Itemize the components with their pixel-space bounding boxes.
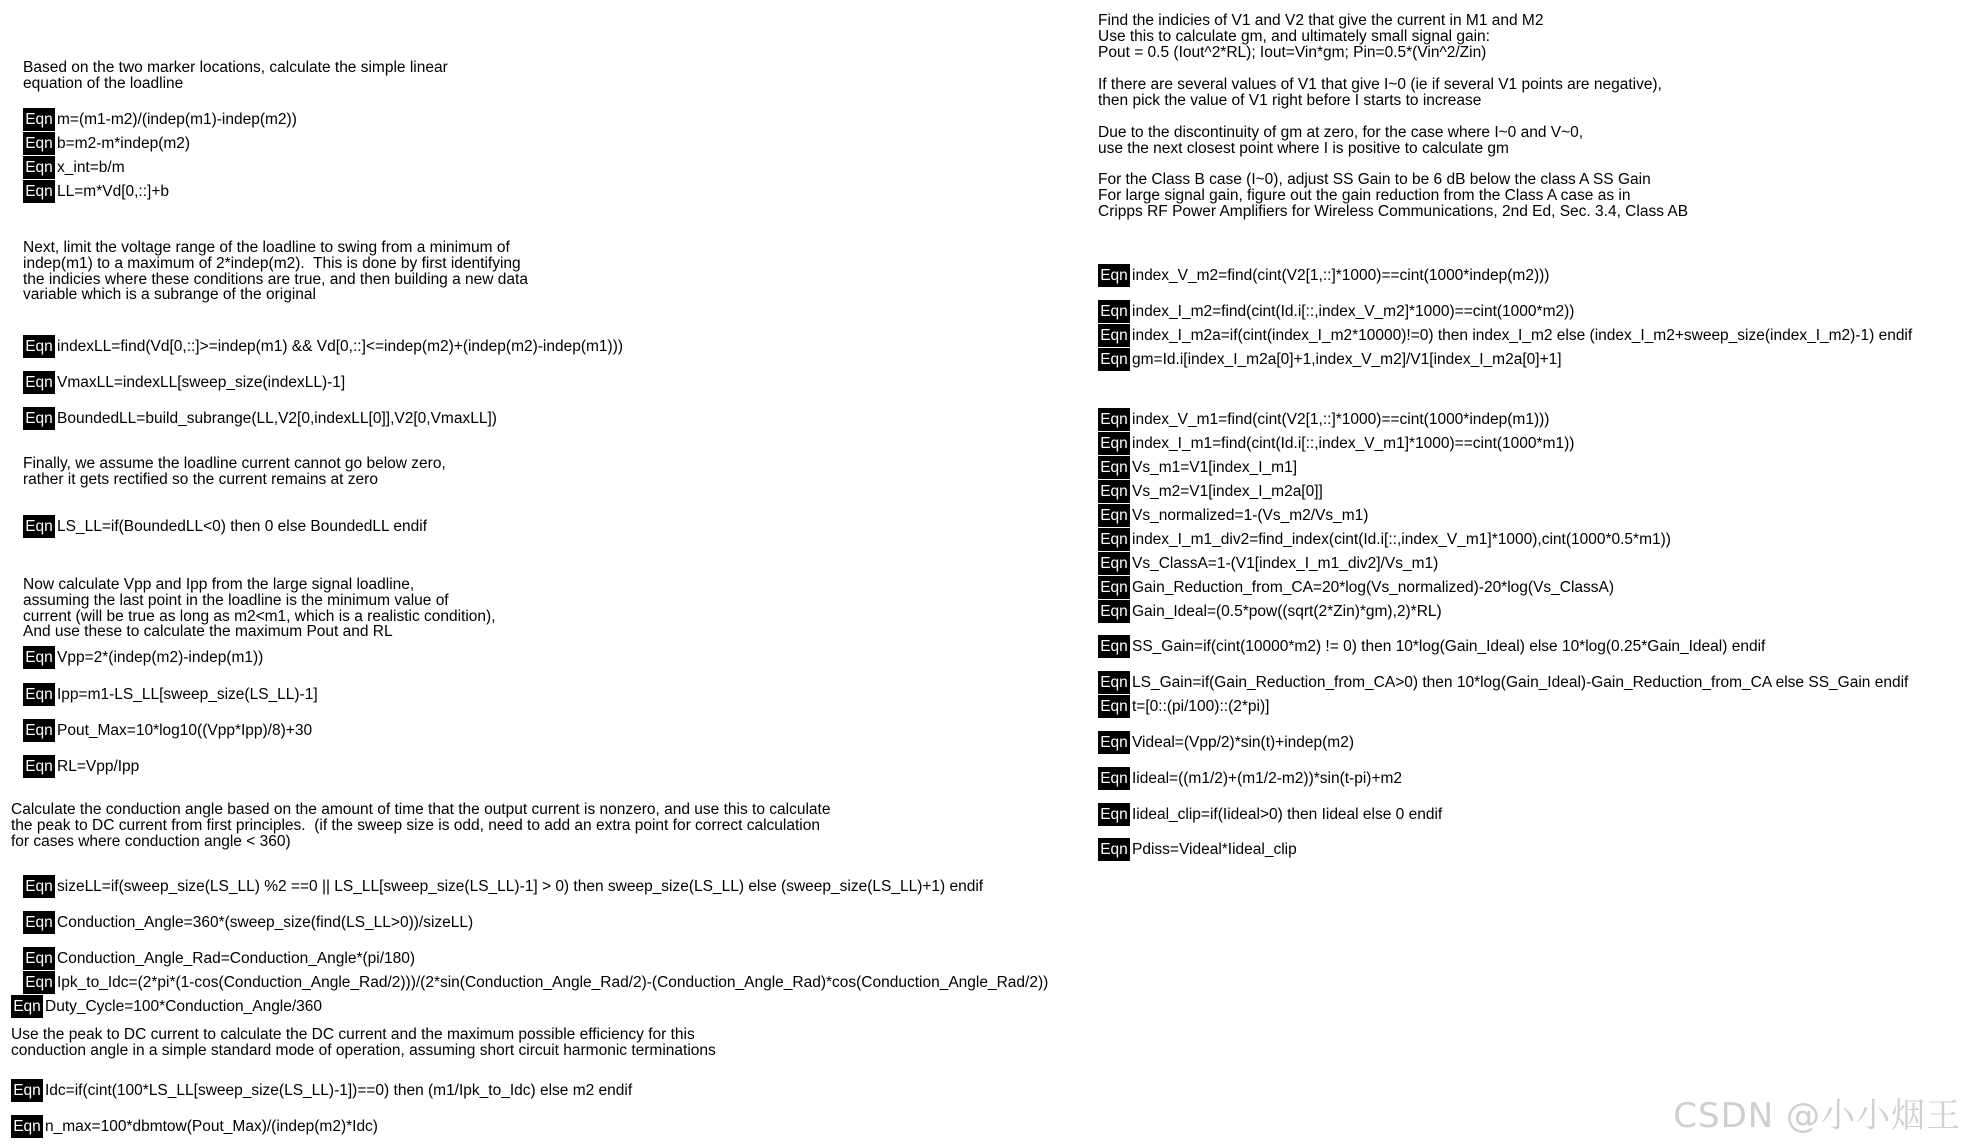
equation-text: SS_Gain=if(cint(10000*m2) != 0) then 10*log(Gain_Ideal) else 10*log(0.25*Gain_Ideal) endif [1132,638,1766,655]
equation-text: LL=m*Vd[0,::]+b [57,183,170,200]
equation-text: Vpp=2*(indep(m2)-indep(m1)) [57,649,264,666]
equation-text: Ipp=m1-LS_LL[sweep_size(LS_LL)-1] [57,686,318,703]
equation-text: RL=Vpp/Ipp [57,758,140,775]
equation-text: Conduction_Angle=360*(sweep_size(find(LS_LL>0))/sizeLL) [57,914,474,931]
eqn-tag: Eqn [11,1079,43,1102]
equation-text: Gain_Ideal=(0.5*pow((sqrt(2*Zin)*gm),2)*RL) [1132,603,1442,620]
note-vpp-ipp: Now calculate Vpp and Ipp from the large signal loadline, assuming the last point in the loadline is the minimum value of current (will be true as long as m2<m1, which is a realistic condition), And use these to calculate the maximum Pout and RL [23,576,496,641]
equation-gain-ideal[interactable] [1098,600,1442,623]
equation-conduction-angle[interactable] [23,911,473,934]
eqn-tag: Eqn [1098,300,1130,323]
eqn-tag: Eqn [1098,695,1130,718]
equation-ipp[interactable] [23,683,318,706]
equation-idc[interactable] [11,1079,632,1102]
watermark: CSDN @小小烟王 [1673,1096,1961,1136]
equation-text: LS_Gain=if(Gain_Reduction_from_CA>0) then 10*log(Gain_Ideal)-Gain_Reduction_from_CA else SS_Gain endif [1132,674,1909,691]
eqn-tag: Eqn [1098,838,1130,861]
equation-text: index_I_m2a=if(cint(index_I_m2*10000)!=0) then index_I_m2 else (index_I_m2+sweep_size(index_I_m2)-1) endif [1132,327,1913,344]
eqn-tag: Eqn [1098,432,1130,455]
equation-text: index_I_m1=find(cint(Id.i[::,index_V_m1]*1000)==cint(1000*m1)) [1132,435,1575,452]
equation-text: indexLL=find(Vd[0,::]>=indep(m1) && Vd[0,::]<=indep(m2)+(indep(m2)-indep(m1))) [57,338,624,355]
equation-index-v-m1[interactable] [1098,408,1549,431]
equation-text: LS_LL=if(BoundedLL<0) then 0 else BoundedLL endif [57,518,428,535]
equation-index-i-m1[interactable] [1098,432,1574,455]
eqn-tag: Eqn [23,335,55,358]
equation-pdiss[interactable] [1098,838,1297,861]
note-loadline: Based on the two marker locations, calculate the simple linear equation of the loadline [23,59,448,92]
eqn-tag: Eqn [1098,552,1130,575]
note-several: If there are several values of V1 that give I~0 (ie if several V1 points are negative), then pick the value of V1 right before I starts to increase [1098,76,1662,109]
equation-index-i-m2[interactable] [1098,300,1574,323]
note-conduction: Calculate the conduction angle based on the amount of time that the output current is nonzero, and use this to calculate the peak to DC current from first principles. (if the sweep size is odd, need to add an extra point for correct calculation for cases where conduction angle < 360) [11,801,831,850]
equation-text: Vs_m2=V1[index_I_m2a[0]] [1132,483,1323,500]
equation-text: Duty_Cycle=100*Conduction_Angle/360 [45,998,323,1015]
eqn-tag: Eqn [23,108,55,131]
eqn-tag: Eqn [1098,767,1130,790]
eqn-tag: Eqn [1098,264,1130,287]
equation-text: Idc=if(cint(100*LS_LL[sweep_size(LS_LL)-1])==0) then (m1/Ipk_to_Idc) else m2 endif [45,1082,633,1099]
eqn-tag: Eqn [23,515,55,538]
note-dc-current: Use the peak to DC current to calculate the DC current and the maximum possible efficiency for this conduction angle in a simple standard mode of operation, assuming short circuit harmonic terminations [11,1026,716,1059]
equation-ss-gain[interactable] [1098,635,1765,658]
eqn-tag: Eqn [1098,348,1130,371]
equation-text: index_V_m2=find(cint(V2[1,::]*1000)==cint(1000*indep(m2))) [1132,267,1550,284]
equation-ll[interactable] [23,180,169,203]
eqn-tag: Eqn [11,1115,43,1138]
equation-text: Pdiss=Videal*Iideal_clip [1132,841,1297,858]
eqn-tag: Eqn [1098,576,1130,599]
equation-text: Pout_Max=10*log10((Vpp*Ipp)/8)+30 [57,722,313,739]
equation-text: t=[0::(pi/100)::(2*pi)] [1132,698,1270,715]
equation-text: index_I_m1_div2=find_index(cint(Id.i[::,index_V_m1]*1000),cint(1000*0.5*m1)) [1132,531,1671,548]
equation-b[interactable] [23,132,190,155]
note-rectify: Finally, we assume the loadline current cannot go below zero, rather it gets rectified so the current remains at zero [23,455,446,488]
eqn-tag: Eqn [1098,600,1130,623]
equation-text: gm=Id.i[index_I_m2a[0]+1,index_V_m2]/V1[index_I_m2a[0]+1] [1132,351,1562,368]
eqn-tag: Eqn [1098,456,1130,479]
equation-text: sizeLL=if(sweep_size(LS_LL) %2 ==0 || LS_LL[sweep_size(LS_LL)-1] > 0) then sweep_size(LS_LL) else (sweep_size(LS_LL)+1) endif [57,878,984,895]
eqn-tag: Eqn [11,995,43,1018]
equation-gm[interactable] [1098,348,1562,371]
eqn-tag: Eqn [1098,480,1130,503]
equation-t[interactable] [1098,695,1269,718]
note-discontinuity: Due to the discontinuity of gm at zero, for the case where I~0 and V~0, use the next closest point where I is positive to calculate gm [1098,124,1584,157]
eqn-tag: Eqn [23,755,55,778]
equation-pout-max[interactable] [23,719,312,742]
eqn-tag: Eqn [23,646,55,669]
equation-iideal[interactable] [1098,767,1402,790]
equation-text: x_int=b/m [57,159,125,176]
equation-text: Iideal_clip=if(Iideal>0) then Iideal else 0 endif [1132,806,1443,823]
eqn-tag: Eqn [23,407,55,430]
eqn-tag: Eqn [23,947,55,970]
eqn-tag: Eqn [1098,324,1130,347]
equation-m[interactable] [23,108,297,131]
eqn-tag: Eqn [23,371,55,394]
equation-vpp[interactable] [23,646,263,669]
note-limit-range: Next, limit the voltage range of the loadline to swing from a minimum of indep(m1) to a maximum of 2*indep(m2). This is done by first identifying the indicies where these conditions are true, and then building a new data variable which is a subrange of the original [23,239,528,304]
equation-text: Vs_normalized=1-(Vs_m2/Vs_m1) [1132,507,1369,524]
equation-text: index_V_m1=find(cint(V2[1,::]*1000)==cint(1000*indep(m1))) [1132,411,1550,428]
equation-text: VmaxLL=indexLL[sweep_size(indexLL)-1] [57,374,346,391]
equation-vmaxll[interactable] [23,371,345,394]
eqn-tag: Eqn [23,719,55,742]
equation-iideal-clip[interactable] [1098,803,1442,826]
equation-sizell[interactable] [23,875,983,898]
equation-index-i-m2a[interactable] [1098,324,1912,347]
equation-indexll[interactable] [23,335,623,358]
equation-boundedll[interactable] [23,407,497,430]
equation-text: index_I_m2=find(cint(Id.i[::,index_V_m2]*1000)==cint(1000*m2)) [1132,303,1575,320]
equation-text: n_max=100*dbmtow(Pout_Max)/(indep(m2)*Idc) [45,1118,378,1135]
equation-videal[interactable] [1098,731,1354,754]
equation-text: b=m2-m*indep(m2) [57,135,191,152]
equation-conduction-angle-rad[interactable] [23,947,415,970]
eqn-tag: Eqn [23,132,55,155]
equation-vs-normalized[interactable] [1098,504,1368,527]
equation-text: Videal=(Vpp/2)*sin(t)+indep(m2) [1132,734,1354,751]
eqn-tag: Eqn [1098,408,1130,431]
eqn-tag: Eqn [1098,528,1130,551]
equation-text: Vs_m1=V1[index_I_m1] [1132,459,1297,476]
note-indices: Find the indicies of V1 and V2 that give the current in M1 and M2 Use this to calculate gm, and ultimately small signal gain: Pout = 0.5 (Iout^2*RL); Iout=Vin*gm; Pin=0.5*(Vin^2/Zin) [1098,12,1544,61]
equation-x-int[interactable] [23,156,125,179]
equation-ls-gain[interactable] [1098,671,1908,694]
equation-text: Iideal=((m1/2)+(m1/2-m2))*sin(t-pi)+m2 [1132,770,1403,787]
eqn-tag: Eqn [23,971,55,994]
equation-text: Gain_Reduction_from_CA=20*log(Vs_normalized)-20*log(Vs_ClassA) [1132,579,1615,596]
equation-text: Ipk_to_Idc=(2*pi*(1-cos(Conduction_Angle_Rad/2)))/(2*sin(Conduction_Angle_Rad/2)-(Conduction_Angle_Rad)*cos(Conduction_Angle_Rad/2)) [57,974,1049,991]
note-class-b: For the Class B case (I~0), adjust SS Gain to be 6 dB below the class A SS Gain For large signal gain, figure out the gain reduction from the Class A case as in Cripps RF Power Amplifiers for Wireless Communications, 2nd Ed, Sec. 3.4, Class AB [1098,171,1689,220]
eqn-tag: Eqn [1098,635,1130,658]
eqn-tag: Eqn [23,683,55,706]
equation-vs-m2[interactable] [1098,480,1323,503]
equation-text: Vs_ClassA=1-(V1[index_I_m1_div2]/Vs_m1) [1132,555,1439,572]
equation-text: BoundedLL=build_subrange(LL,V2[0,indexLL[0]],V2[0,VmaxLL]) [57,410,497,427]
equation-vs-classa[interactable] [1098,552,1438,575]
eqn-tag: Eqn [1098,504,1130,527]
equation-gain-reduction[interactable] [1098,576,1614,599]
eqn-tag: Eqn [1098,671,1130,694]
eqn-tag: Eqn [23,180,55,203]
eqn-tag: Eqn [23,911,55,934]
equation-n-max[interactable] [11,1115,378,1138]
equation-text: m=(m1-m2)/(indep(m1)-indep(m2)) [57,111,297,128]
equation-index-i-m1-div2[interactable] [1098,528,1671,551]
eqn-tag: Eqn [1098,731,1130,754]
equation-vs-m1[interactable] [1098,456,1297,479]
equation-rl[interactable] [23,755,139,778]
equation-index-v-m2[interactable] [1098,264,1549,287]
eqn-tag: Eqn [23,875,55,898]
equation-ls-ll[interactable] [23,515,427,538]
eqn-tag: Eqn [1098,803,1130,826]
equation-duty-cycle[interactable] [11,995,322,1018]
equation-text: Conduction_Angle_Rad=Conduction_Angle*(pi/180) [57,950,416,967]
equation-ipk-to-idc[interactable] [23,971,1048,994]
eqn-tag: Eqn [23,156,55,179]
